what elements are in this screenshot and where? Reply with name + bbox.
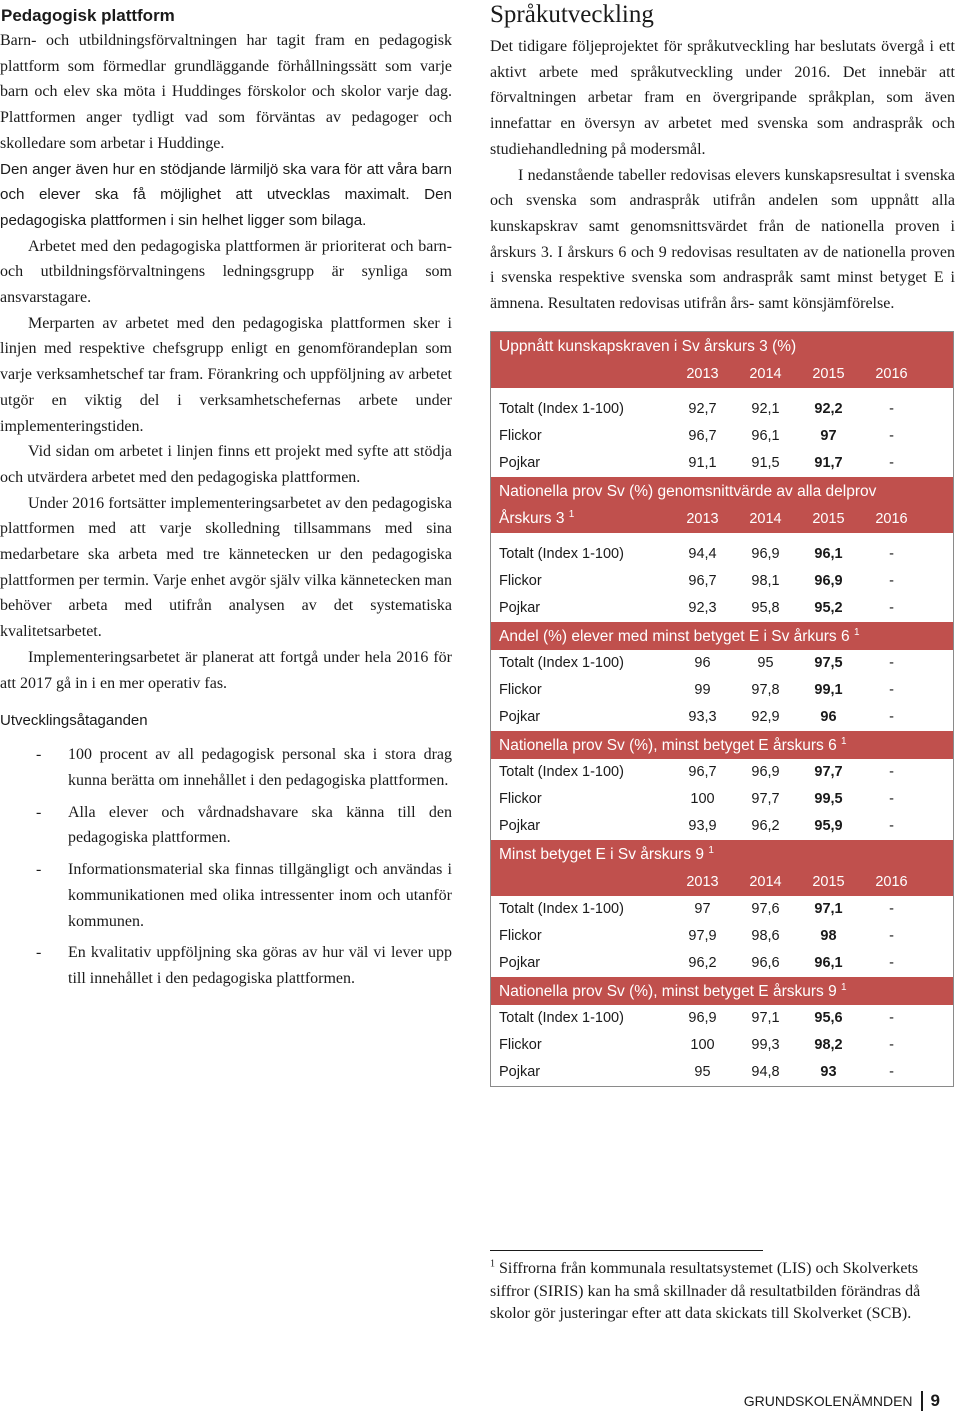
- table-row: Totalt (Index 1-100) 96,7 96,9 97,7 -: [499, 764, 894, 781]
- list-item: [0, 800, 452, 851]
- left-column: [0, 4, 452, 998]
- table-row: Totalt (Index 1-100) 96,9 97,1 95,6 -: [499, 1010, 894, 1027]
- table-row: Totalt (Index 1-100) 96 95 97,5 -: [499, 655, 894, 672]
- table-title: Andel (%) elever med minst betyget E i Sv årkurs 6 $^1$: [499, 626, 860, 645]
- table-header-band: [491, 731, 953, 759]
- year-header-row: 2013 2014 2015 2016: [686, 873, 908, 890]
- paragraph: Under 2016 fortsätter implementeringsarbetet av den pedagogiska plattformen med att varje skolledning tillsammans med sina medarbetare ska arbeta med tre kännetecken ur den pedagogiska plattformen per termin. Varje enhet avgör själv vilka kännetecken man behöver arbeta med utifrån analysen av det systematiska kvalitetsarbetet.: [0, 494, 452, 641]
- table-header-band: [491, 840, 953, 896]
- dash-bullet: -: [36, 746, 42, 764]
- table-row: Flickor 99 97,8 99,1 -: [499, 682, 894, 699]
- section-title-pedagogisk-plattform: Pedagogisk plattform: [1, 6, 175, 25]
- footer-section-name: GRUNDSKOLENÄMNDEN: [743, 1393, 913, 1409]
- page-footer: [744, 1391, 940, 1411]
- paragraph: Vid sidan om arbetet i linjen finns ett projekt med syfte att stödja och utvärdera arbetet med den pedagogiska plattformen.: [0, 443, 452, 486]
- footnote-divider: [490, 1250, 763, 1251]
- list-item: [0, 857, 452, 934]
- table-row: Pojkar 96,2 96,6 96,1 -: [499, 955, 894, 972]
- table-row: Pojkar 91,1 91,5 91,7 -: [499, 455, 894, 472]
- table-title: Nationella prov Sv (%), minst betyget E årskurs 9 $^1$: [499, 981, 847, 1000]
- footnote-ref: 1: [853, 626, 860, 638]
- results-tables: [490, 331, 954, 1087]
- paragraph: [0, 28, 452, 157]
- table-header-band: [491, 622, 953, 650]
- table-row: Pojkar 92,3 95,8 95,2 -: [499, 600, 894, 617]
- paragraph: Implementeringsarbetet är planerat att fortgå under hela 2016 för att 2017 gå in i en mer operativ fas.: [0, 648, 452, 692]
- paragraph: I nedanstående tabeller redovisas elevers kunskapsresultat i svenska och svenska som andraspråk utifrån andelen som uppnått alla kunskapskrav samt genomsnittsvärdet från de nationella proven i årskurs 3. I årskurs 6 och 9 redovisas resultaten av de nationella proven i svenska respektive svenska som andraspråk samt minst betyget E i ämnena. Resultaten redovisas utifrån års- samt könsjämförelse.: [490, 166, 955, 313]
- page-number: 9: [930, 1391, 940, 1410]
- table-title: Uppnått kunskapskraven i Sv årskurs 3 (%): [499, 337, 797, 355]
- table-row: Pojkar 93,3 92,9 96 -: [499, 709, 894, 726]
- year-2016: 2016: [875, 365, 908, 382]
- list-item: [0, 742, 452, 793]
- footer-divider: [921, 1391, 923, 1411]
- table-title: Minst betyget E i Sv årskurs 9 $^1$: [499, 844, 714, 863]
- year-header-row: Årskurs 3 $^1$ 2013 2014 2015 2016: [499, 508, 908, 527]
- list-item-text: En kvalitativ uppföljning ska göras av hur väl vi lever upp till innehållet i den pedagogiska plattformen.: [68, 944, 452, 987]
- year-2014: 2014: [749, 365, 782, 382]
- year-header-row: [491, 360, 953, 388]
- footnote-ref: 1: [568, 508, 575, 520]
- dash-bullet: -: [36, 944, 42, 962]
- footnote-ref: 1: [841, 735, 847, 747]
- table-row: Pojkar 93,9 96,2 95,9 -: [499, 818, 894, 835]
- subheading-utvecklingsataganden: Utvecklingsåtaganden: [0, 712, 148, 730]
- table-row: Flickor 96,7 98,1 96,9 -: [499, 573, 894, 590]
- footnote-text: Siffrorna från kommunala resultatsystemet (LIS) och Skolverkets siffror (SIRIS) kan ha små skillnader då resultatbilden förändras då skolor gör justeringar efter att data skickats till Skolverket (SCB).: [490, 1260, 921, 1322]
- paragraph: Merparten av arbetet med den pedagogiska plattformen sker i linjen med respektive chefsgrupp enligt en genomförandeplan som varje verksamhetschef tar fram. Förankring och uppföljning av arbetet utgör en viktig del i verksamhetschefernas arbete under implementeringstiden.: [0, 314, 452, 435]
- paragraph: Arbetet med den pedagogiska plattformen är prioriterat och barn- och utbildningsförvaltningens ledningsgrupp är synliga som ansvarstagare.: [0, 237, 452, 307]
- table-row: Flickor 96,7 96,1 97 -: [499, 428, 894, 445]
- paragraph-text: Barn- och utbildningsförvaltningen har tagit fram en pedagogisk plattform som förmedlar grundläggande förhållningssätt som varje barn och elev ska möta i Huddinges förskolor och skolor varje dag. Plattformen anger tydligt vad som förväntas av pedagoger och skolledare som arbetar i Huddinge.: [0, 32, 452, 152]
- right-column: [490, 0, 955, 1087]
- table-title: Nationella prov Sv (%) genomsnittvärde av alla delprov: [499, 482, 877, 500]
- dash-bullet: -: [36, 803, 42, 821]
- footnote-mark: 1: [490, 1258, 495, 1270]
- table-title: Nationella prov Sv (%), minst betyget E årskurs 6 $^1$: [499, 735, 847, 754]
- footnote: [490, 1258, 940, 1326]
- table-row: Flickor 100 99,3 98,2 -: [499, 1037, 894, 1054]
- table-header-band: [491, 477, 953, 533]
- list-item-text: 100 procent av all pedagogisk personal ska i stora drag kunna berätta om innehållet i den pedagogiska plattformen.: [68, 746, 452, 789]
- commitment-list: [0, 742, 452, 991]
- paragraph: Den anger även hur en stödjande lärmiljö ska vara för att våra barn och elever ska få möjlighet att utvecklas maximalt. Den pedagogiska plattformen i sin helhet ligger som bilaga.: [0, 160, 452, 229]
- paragraph: Det tidigare följeprojektet för språkutveckling har beslutats övergå i ett aktivt arbete med språkutveckling under 2016. Det innebär att förvaltningen arbetar fram en övergripande språkplan, som även innefattar en översyn av arbetet med svenska som andraspråk och studiehandledning på modersmål.: [490, 38, 955, 158]
- year-2013: 2013: [686, 365, 719, 382]
- list-item-text: Informationsmaterial ska finnas tillgängligt och användas i kommunikationen med olika intressenter inom och utanför kommunen.: [68, 861, 452, 930]
- footnote-ref: 1: [841, 981, 847, 993]
- year-2015: 2015: [812, 365, 845, 382]
- footnote-ref: 1: [708, 844, 714, 856]
- table-row: Totalt (Index 1-100) 94,4 96,9 96,1 -: [499, 546, 894, 563]
- table-header-band: [491, 332, 953, 388]
- list-item: [0, 940, 452, 991]
- table-sublabel: Årskurs 3: [499, 509, 565, 527]
- table-row: Flickor 100 97,7 99,5 -: [499, 791, 894, 808]
- table-row: Totalt (Index 1-100) 97 97,6 97,1 -: [499, 901, 894, 918]
- dash-bullet: -: [36, 861, 42, 879]
- table-row: Totalt (Index 1-100) 92,7 92,1 92,2 -: [499, 401, 894, 418]
- table-header-band: [491, 977, 953, 1005]
- table-row: Flickor 97,9 98,6 98 -: [499, 928, 894, 945]
- list-item-text: Alla elever och vårdnadshavare ska känna till den pedagogiska plattformen.: [68, 803, 452, 847]
- section-title-sprakutveckling: Språkutveckling: [490, 1, 654, 28]
- table-row: Pojkar 95 94,8 93 -: [499, 1064, 894, 1081]
